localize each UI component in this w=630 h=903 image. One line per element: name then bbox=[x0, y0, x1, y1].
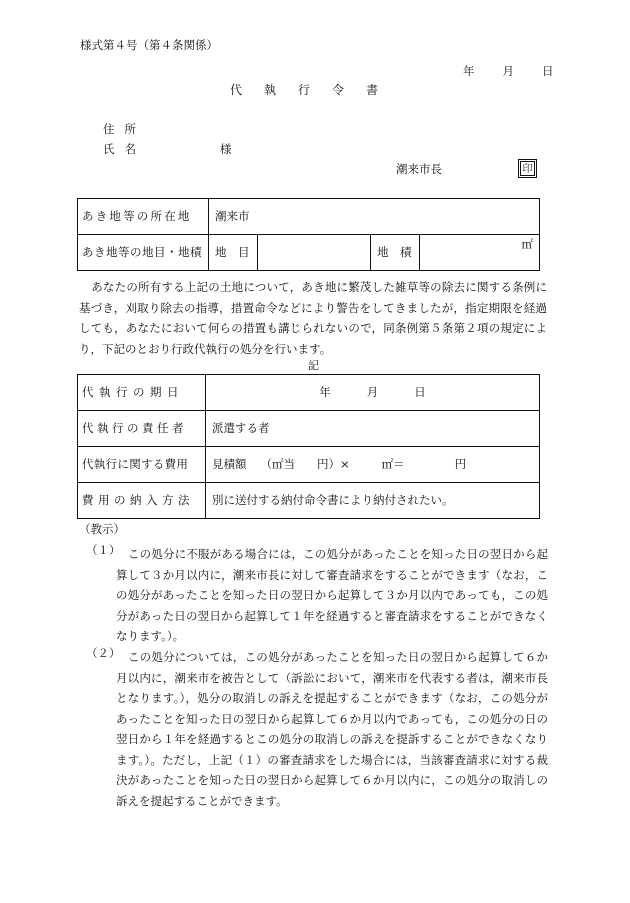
table-row bbox=[78, 235, 540, 271]
body-paragraph bbox=[79, 277, 547, 359]
table-row bbox=[78, 375, 540, 411]
table-row bbox=[78, 199, 540, 235]
table-row bbox=[78, 483, 540, 519]
honorific: 様 bbox=[220, 142, 232, 156]
location-label: あき地等の所在地 bbox=[78, 199, 209, 235]
notice-heading: （教示） bbox=[79, 522, 125, 536]
cost-label: 代執行に関する費用 bbox=[78, 447, 206, 483]
period-day: 日 bbox=[414, 384, 426, 399]
area-unit: ㎡ bbox=[420, 235, 540, 271]
date-day: 日 bbox=[542, 64, 554, 78]
document-title: 代執行令書 bbox=[229, 83, 400, 97]
cost-value bbox=[206, 447, 540, 483]
notice-item-number: （２） bbox=[86, 646, 121, 660]
responsible-label: 代執行の責任者 bbox=[78, 411, 206, 447]
notice-item-number: （１） bbox=[86, 543, 121, 557]
form-number: 様式第４号（第４条関係） bbox=[80, 38, 218, 52]
category-label: あき地等の地目・地積 bbox=[78, 235, 209, 271]
payment-label: 費用の納入方法 bbox=[78, 483, 206, 519]
name-label: 氏名 bbox=[103, 142, 146, 156]
seal-stamp: 印 bbox=[520, 161, 535, 176]
table-row bbox=[78, 411, 540, 447]
cost-formula-a: （㎡当 bbox=[260, 456, 295, 471]
table-row bbox=[78, 447, 540, 483]
location-value: 潮来市 bbox=[209, 199, 540, 235]
notice-item: この処分については，この処分があったことを知った日の翌日から起算して６か月以内に，潮来市を被告として（訴訟において，潮来市を代表する者は，潮来市長となります。），処分の取消しの訴えを提起することができます（なお，この処分があったことを知った日の翌日から起算して６か月以内であっても，この処分の日の翌日から１年を経過するとこの処分の取消しの訴えを提訴することができなくなります。）。ただし，上記（１）の審査請求をした場合には，当該審査請求に対する裁決があったことを知った日の翌日から起算して６か月以内に，この処分の取消しの訴えを提起することができます。 bbox=[116, 650, 548, 808]
date-year: 年 bbox=[463, 64, 475, 78]
cost-estimate: 見積額 bbox=[212, 456, 247, 471]
issuer-name: 潮来市長 bbox=[396, 162, 442, 176]
period-year: 年 bbox=[319, 384, 331, 399]
address-label: 住所 bbox=[103, 122, 146, 136]
notice-item: この処分に不服がある場合には，この処分があったことを知った日の翌日から起算して３か月以内に，潮来市長に対して審査請求をすることができます（なお，この処分があったことを知った日の翌日から起算して３か月以内であっても，この処分があった日の翌日から起算して１年を経過すると審査請求をすることができなくなります。）。 bbox=[116, 547, 548, 643]
land-table bbox=[77, 198, 540, 271]
ki-heading: 記 bbox=[308, 359, 319, 372]
execution-table bbox=[77, 374, 540, 519]
payment-value: 別に送付する納付命令書により納付されたい。 bbox=[206, 483, 540, 519]
issue-date bbox=[463, 66, 554, 78]
period-month: 月 bbox=[366, 384, 379, 399]
date-month: 月 bbox=[502, 64, 514, 78]
body-text: あなたの所有する上記の土地について，あき地に繁茂した雑草等の除去に関する条例に基づき，刈取り除去の指導，措置命令などにより警告をしてきましたが，指定期限を経過しても，あなたにおいて何らの措置も講じられないので，同条例第５条第２項の規定により，下記のとおり行政代執行の処分を行います。 bbox=[79, 280, 547, 356]
period-label: 代執行の期日 bbox=[78, 375, 206, 411]
cost-formula-c: ㎡＝ bbox=[381, 456, 405, 471]
cost-formula-d: 円 bbox=[454, 456, 467, 471]
period-value bbox=[206, 375, 540, 411]
chimoku-value bbox=[258, 235, 371, 271]
chimoku-label: 地 目 bbox=[209, 235, 258, 271]
responsible-value: 派遣する者 bbox=[206, 411, 540, 447]
cost-formula-b: 円）× bbox=[317, 456, 350, 471]
chiseki-label: 地 積 bbox=[371, 235, 420, 271]
